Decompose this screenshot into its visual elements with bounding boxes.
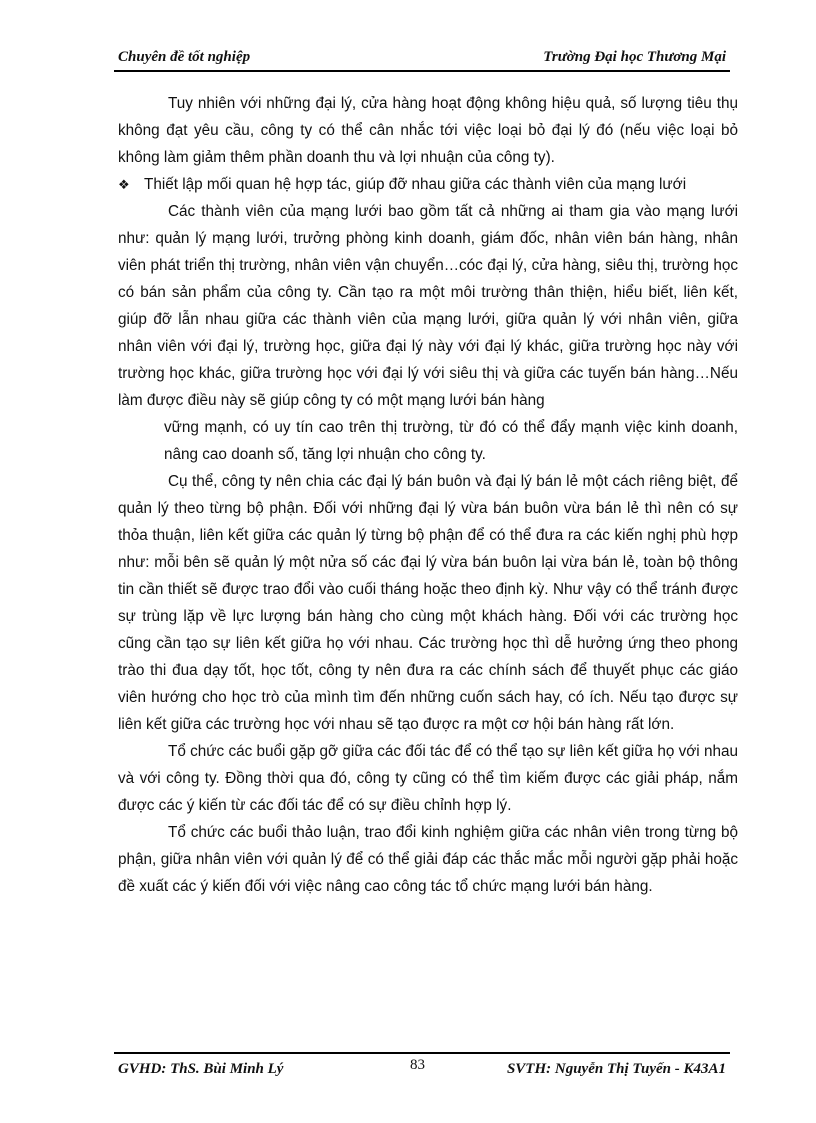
header-report-title: Chuyên đề tốt nghiệp (118, 49, 251, 65)
header-university-name: Trường Đại học Thương Mại (543, 49, 726, 65)
paragraph-4: Cụ thể, công ty nên chia các đại lý bán buôn và đại lý bán lẻ một cách riêng biệt, để quản lý theo từng bộ phận. Đối với những đại lý vừa bán buôn vừa bán lẻ thì nên có sự thỏa thuận, liên kết giữa các quản lý từng bộ phận để có thể đưa ra các kiến nghị phù hợp như: mỗi bên sẽ quản lý một nửa số các đại lý vừa bán buôn lại vừa bán lẻ, toàn bộ thông tin cần thiết sẽ được trao đổi vào cuối tháng hoặc theo định kỳ. Như vậy có thể tránh được sự trùng lặp về lực lượng bán hàng cho cùng một khách hàng. Đối với các trường học cũng cần tạo sự liên kết giữa họ với nhau. Các trường học thì dễ hưởng ứng theo phong trào thi đua dạy tốt, học tốt, công ty nên đưa ra các chính sách để thuyết phục các giáo viên hướng cho học trò của mình tìm đến những cuốn sách hay, có ích. Nếu tạo được sự liên kết giữa các trường học với nhau sẽ tạo được ra một cơ hội bán hàng rất lớn. (118, 473, 738, 733)
document-body (118, 90, 738, 900)
four-diamond-bullet-icon: ❖ (118, 177, 130, 192)
page-number: 83 (410, 1057, 425, 1073)
page-footer (114, 1052, 730, 1082)
paragraph-3: vững mạnh, có uy tín cao trên thị trường, từ đó có thể đẩy mạnh việc kinh doanh, nâng cao doanh số, tăng lợi nhuận cho công ty. (164, 419, 738, 463)
bullet-text: Thiết lập mối quan hệ hợp tác, giúp đỡ nhau giữa các thành viên của mạng lưới (144, 176, 687, 193)
footer-supervisor: GVHD: ThS. Bùi Minh Lý (118, 1061, 284, 1077)
paragraph-5: Tổ chức các buổi gặp gỡ giữa các đối tác để có thể tạo sự liên kết giữa họ với nhau và với công ty. Đồng thời qua đó, công ty cũng có thể tìm kiếm được các giải pháp, nắm được các ý kiến từ các đối tác để có sự điều chỉnh hợp lý. (118, 743, 738, 814)
paragraph-1: Tuy nhiên với những đại lý, cửa hàng hoạt động không hiệu quả, số lượng tiêu thụ không đạt yêu cầu, công ty có thể cân nhắc tới việc loại bỏ đại lý đó (nếu việc loại bỏ không làm giảm thêm phần doanh thu và lợi nhuận của công ty). (118, 95, 738, 166)
page-header (114, 42, 730, 72)
footer-student: SVTH: Nguyễn Thị Tuyến - K43A1 (506, 1061, 726, 1077)
bullet-item (118, 171, 738, 198)
paragraph-2: Các thành viên của mạng lưới bao gồm tất cả những ai tham gia vào mạng lưới như: quản lý mạng lưới, trưởng phòng kinh doanh, giám đốc, nhân viên bán hàng, nhân viên phát triển thị trường, nhân viên vận chuyển…cóc đại lý, cửa hàng, siêu thị, trường học có bán sản phẩm của công ty. Cần tạo ra một môi trường thân thiện, hiểu biết, liên kết, giúp đỡ lẫn nhau giữa các thành viên của mạng lưới, giữa quản lý với nhân viên, giữa nhân viên với đại lý, trường học, giữa đại lý này với đại lý khác, giữa trường học này với trường học khác, giữa trường học với đại lý với siêu thị và giữa các tuyến bán hàng…Nếu làm được điều này sẽ giúp công ty có một mạng lưới bán hàng (118, 203, 738, 409)
paragraph-6: Tổ chức các buổi thảo luận, trao đổi kinh nghiệm giữa các nhân viên trong từng bộ phận, giữa nhân viên với quản lý để có thể giải đáp các thắc mắc mỗi người gặp phải hoặc đề xuất các ý kiến đối với việc nâng cao công tác tổ chức mạng lưới bán hàng. (118, 824, 738, 895)
